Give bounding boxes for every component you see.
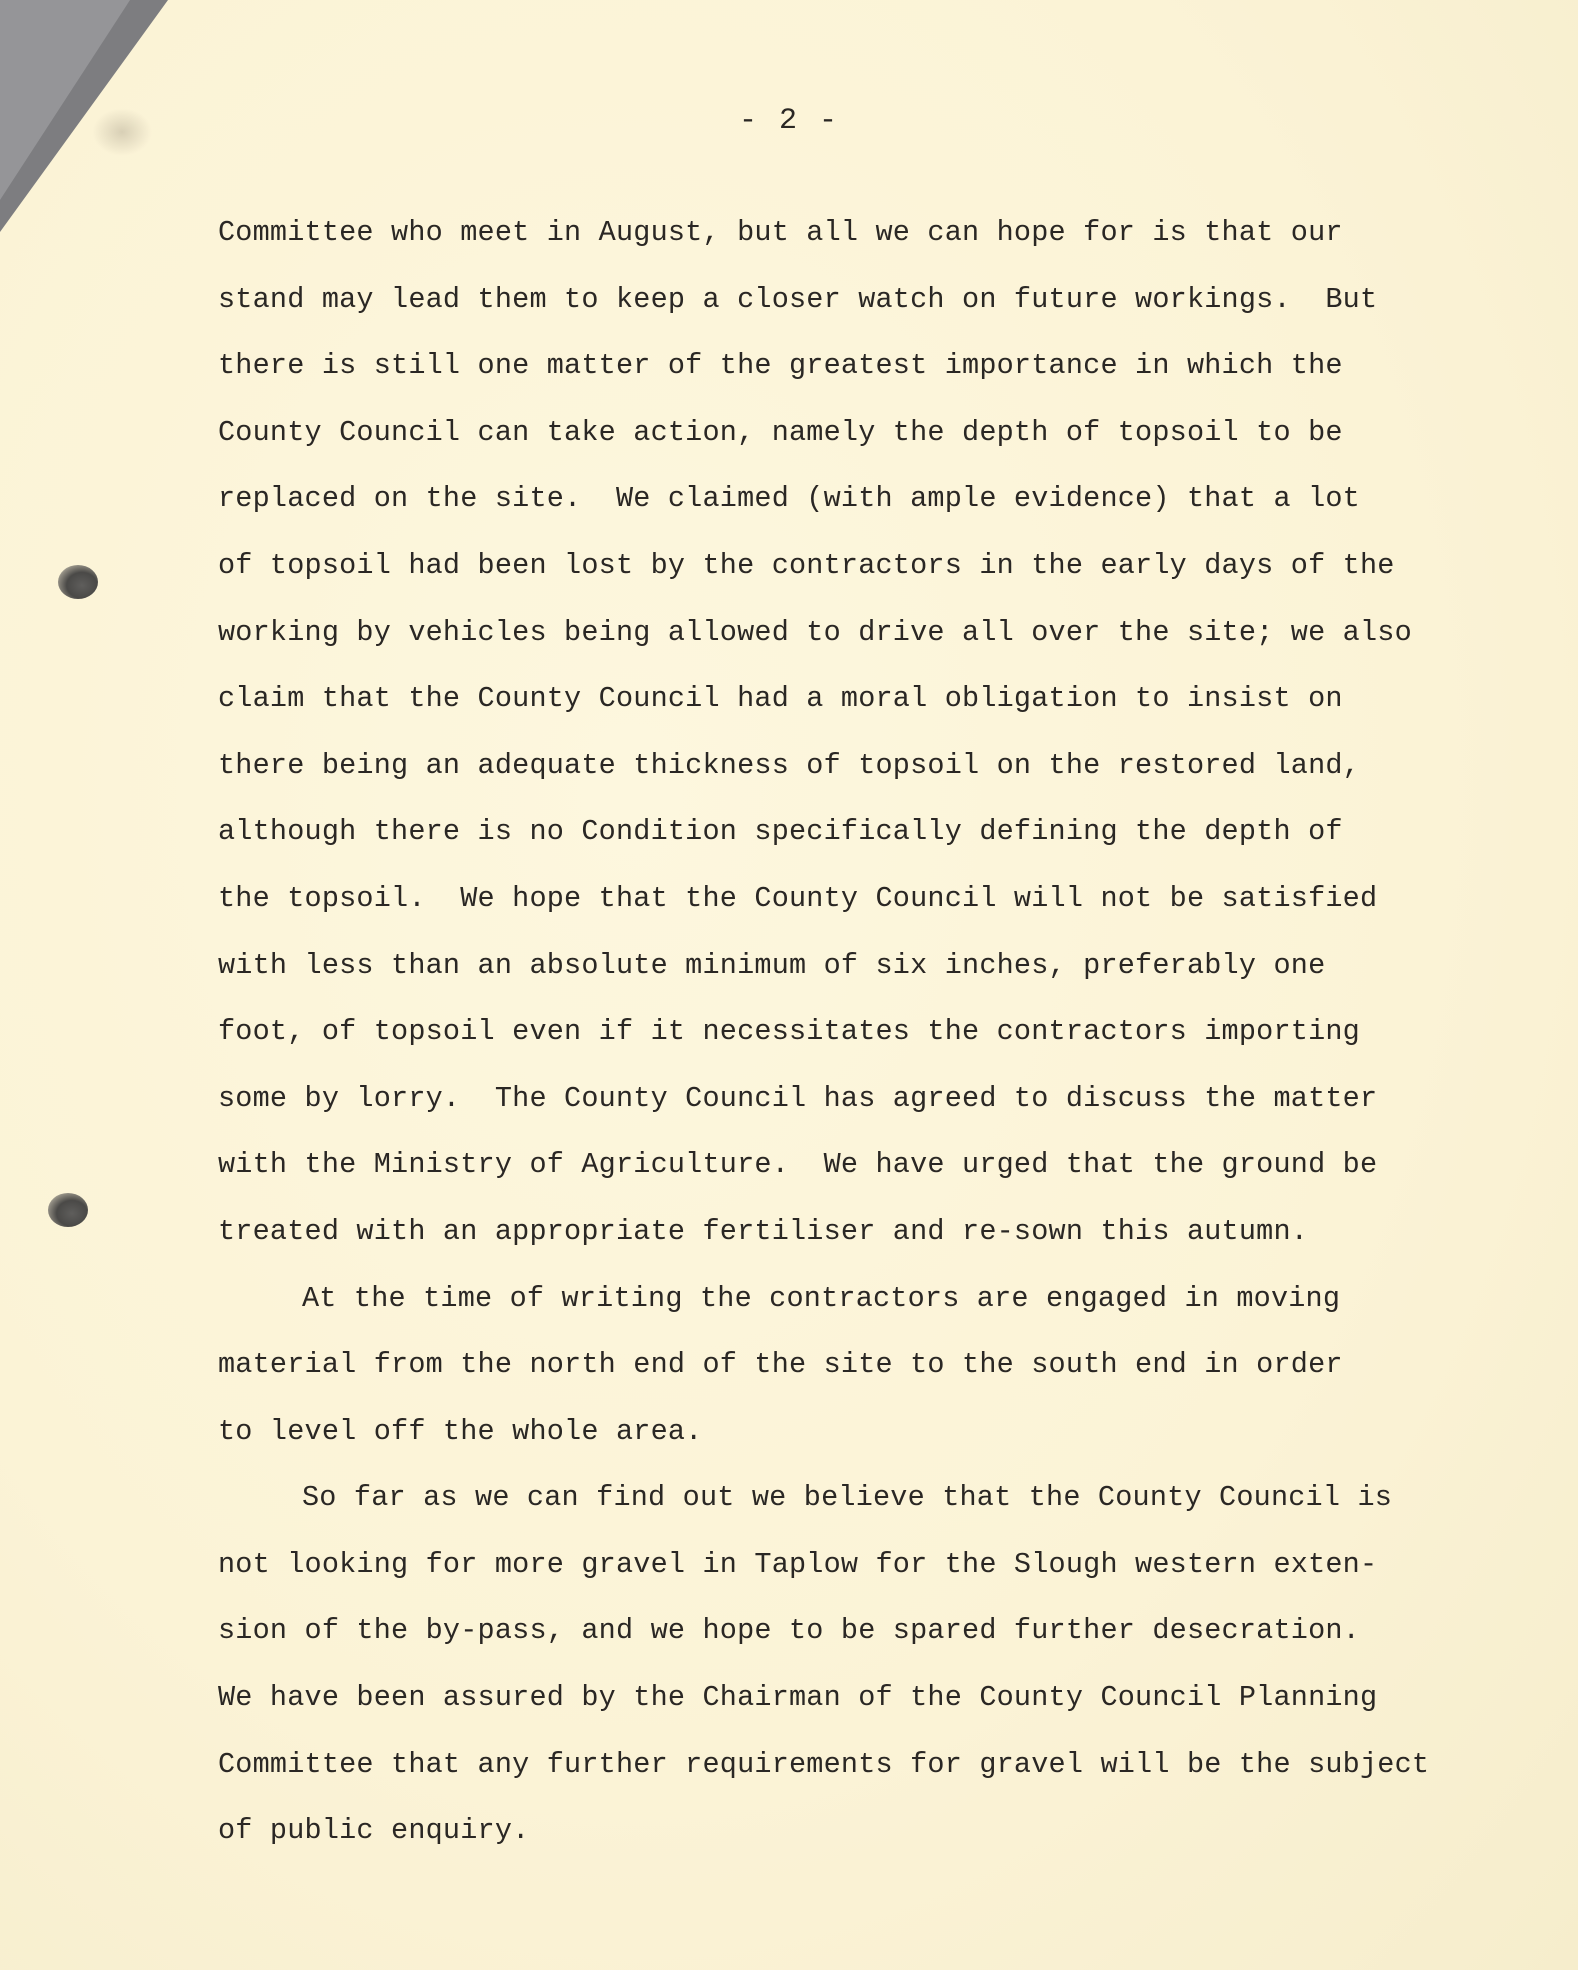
punch-hole-top <box>58 565 98 599</box>
text-line: with less than an absolute minimum of six inches, preferably one <box>218 948 1326 982</box>
text-line: County Council can take action, namely the depth of topsoil to be <box>218 415 1343 449</box>
text-line: stand may lead them to keep a closer watch on future workings. But <box>218 282 1378 316</box>
text-line: replaced on the site. We claimed (with ample evidence) that a lot <box>218 482 1360 516</box>
body-text <box>218 200 1438 1865</box>
text-line: with the Ministry of Agriculture. We have urged that the ground be <box>218 1148 1378 1182</box>
text-line: of public enquiry. <box>218 1814 530 1848</box>
text-line: some by lorry. The County Council has agreed to discuss the matter <box>218 1081 1378 1115</box>
text-line: claim that the County Council had a moral obligation to insist on <box>218 682 1343 716</box>
text-line: So far as we can find out we believe that the County Council is <box>302 1481 1393 1515</box>
text-line: of topsoil had been lost by the contractors in the early days of the <box>218 548 1395 582</box>
text-line: the topsoil. We hope that the County Council will not be satisfied <box>218 881 1378 915</box>
text-line: there is still one matter of the greatest importance in which the <box>218 349 1343 383</box>
text-line: Committee that any further requirements for gravel will be the subject <box>218 1747 1430 1781</box>
text-line: treated with an appropriate fertiliser and re-sown this autumn. <box>218 1214 1309 1248</box>
folded-corner-shade <box>0 0 130 200</box>
page-number: - 2 - <box>738 104 839 138</box>
text-line: not looking for more gravel in Taplow for the Slough western exten- <box>218 1547 1378 1581</box>
text-line: sion of the by-pass, and we hope to be spared further desecration. <box>218 1614 1360 1648</box>
punch-hole-bottom <box>48 1193 88 1227</box>
text-line: to level off the whole area. <box>218 1414 703 1448</box>
text-line: there being an adequate thickness of topsoil on the restored land, <box>218 748 1360 782</box>
text-line: Committee who meet in August, but all we can hope for is that our <box>218 216 1343 249</box>
text-line: material from the north end of the site to the south end in order <box>218 1348 1343 1382</box>
text-line: At the time of writing the contractors are engaged in moving <box>302 1281 1341 1315</box>
text-line: working by vehicles being allowed to drive all over the site; we also <box>218 615 1412 649</box>
text-line: although there is no Condition specifically defining the depth of <box>218 815 1343 849</box>
text-line: We have been assured by the Chairman of the County Council Planning <box>218 1681 1378 1715</box>
text-line: foot, of topsoil even if it necessitates the contractors importing <box>218 1015 1360 1049</box>
